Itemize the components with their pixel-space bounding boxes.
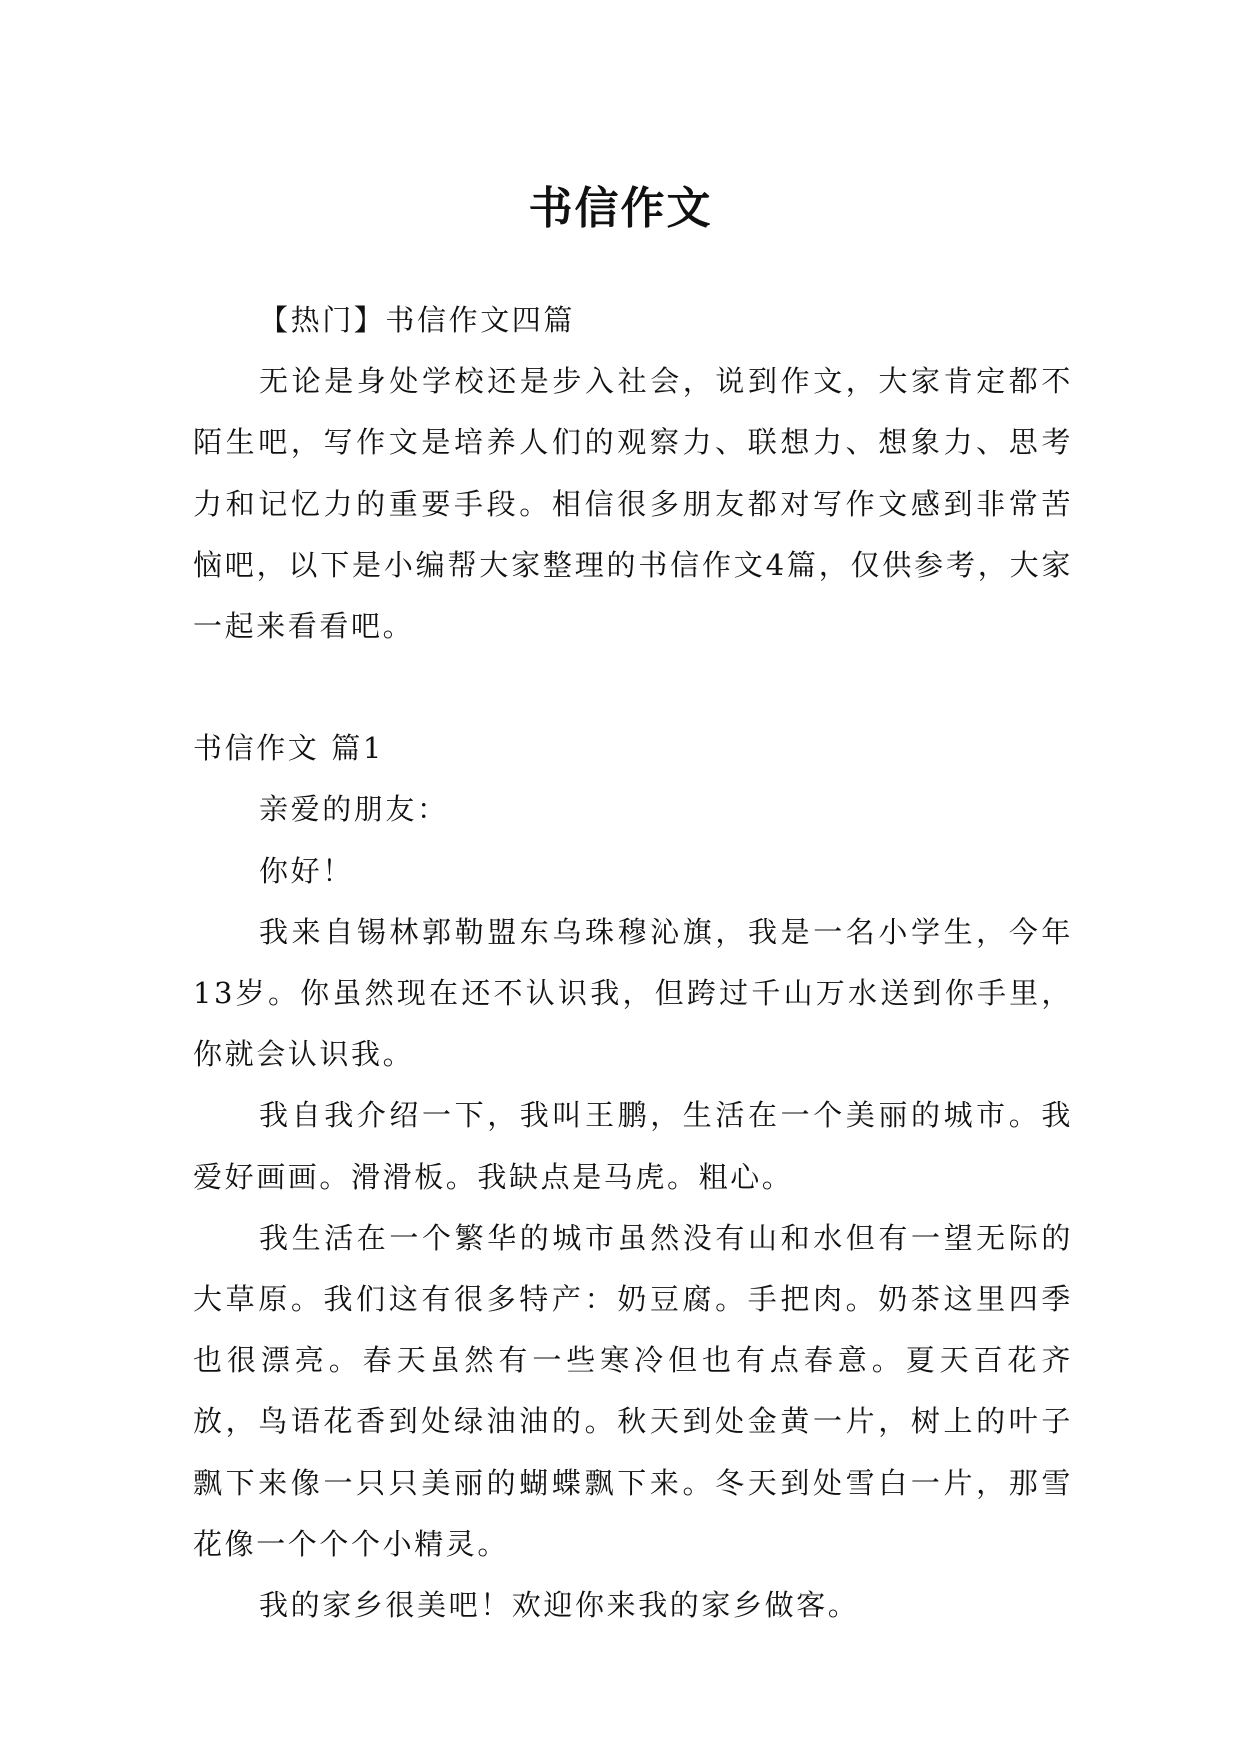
letter-paragraph: 我的家乡很美吧！欢迎你来我的家乡做客。: [259, 1588, 860, 1623]
document-title: 书信作文: [528, 183, 713, 235]
intro-paragraph: 无论是身处学校还是步入社会，说到作文，大家肯定都不陌生吧，写作文是培养人们的观察力、联想力、想象力、思考力和记忆力的重要手段。相信很多朋友都对写作文感到非常苦恼吧，以下是小编帮大家整理的书信作文4篇，仅供参考，大家一起来看看吧。: [193, 364, 1073, 644]
section-spacer: [193, 657, 1073, 718]
letter-salutation: 亲爱的朋友：: [259, 792, 449, 827]
letter-greeting: 你好！: [259, 853, 354, 888]
letter-paragraph: 我生活在一个繁华的城市虽然没有山和水但有一望无际的大草原。我们这有很多特产：奶豆腐。手把肉。奶茶这里四季也很漂亮。春天虽然有一些寒冷但也有点春意。夏天百花齐放，鸟语花香到处绿油油的。秋天到处金黄一片，树上的叶子飘下来像一只只美丽的蝴蝶飘下来。冬天到处雪白一片，那雪花像一个个个小精灵。: [193, 1220, 1073, 1561]
document-body: [193, 290, 1073, 1636]
section-heading: 书信作文 篇1: [193, 731, 384, 766]
letter-paragraph: 我自我介绍一下，我叫王鹏，生活在一个美丽的城市。我爱好画画。滑滑板。我缺点是马虎。粗心。: [193, 1098, 1073, 1194]
letter-paragraph: 我来自锡林郭勒盟东乌珠穆沁旗，我是一名小学生，今年13岁。你虽然现在还不认识我，但跨过千山万水送到你手里，你就会认识我。: [193, 914, 1073, 1072]
document-subtitle: 【热门】书信作文四篇: [259, 303, 576, 337]
